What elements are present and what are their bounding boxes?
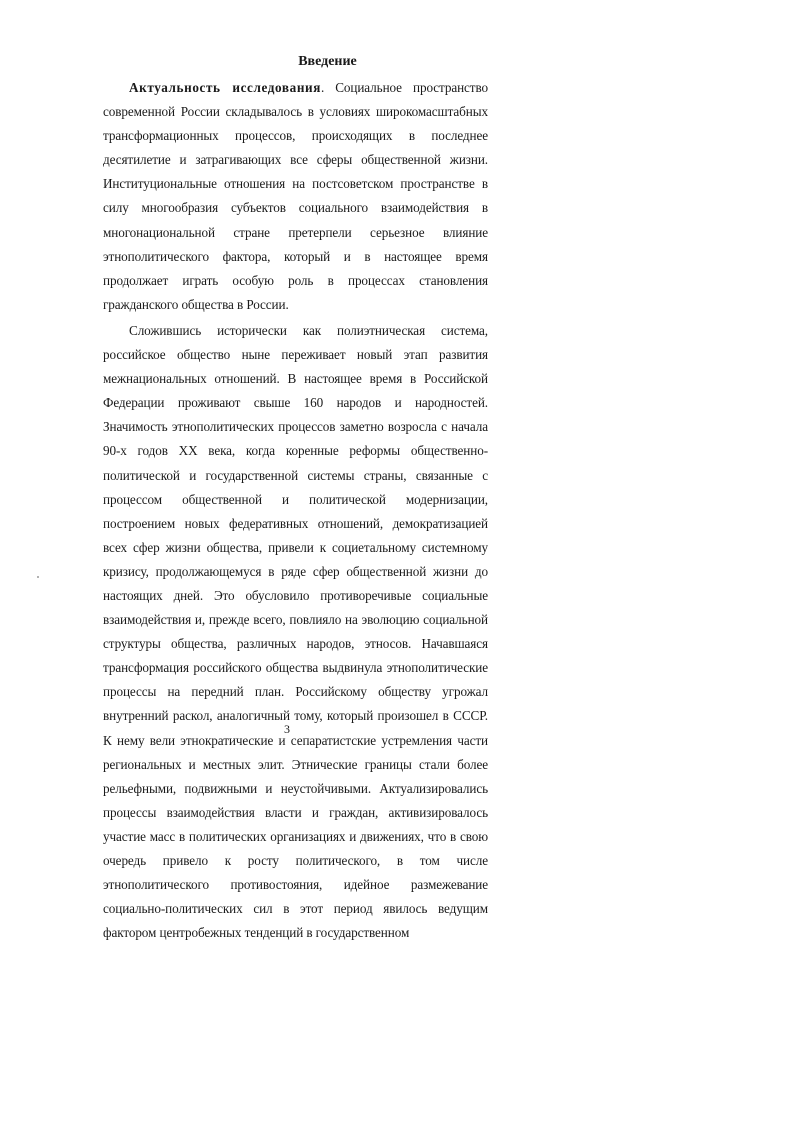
paragraph-text: Сложившись исторически как полиэтническая система, российское общество ныне переживает новый этап развития межнациональных отношений. В настоящее время в Российской Федерации проживают свыше 160 народов и народностей. Значимость этнополитических процессов заметно возросла с начала 90-х годов XX века, когда коренные реформы общественно-политической и государственной системы страны, связанные с процессом общественной и политической модернизации, построением новых федеративных отношений, демократизацией всех сфер жизни общества, привели к социетальному системному кризису, продолжающемуся в ряде сфер общественной жизни до настоящих дней. Это обусловило противоречивые социальные взаимодействия и, прежде всего, повлияло на эволюцию социальной структуры общества, различных народов, этносов. Начавшаяся трансформация российского общества выдвинула этнополитические процессы на передний план. Российскому обществу угрожал внутренний раскол, аналогичный тому, который произошел в СССР. К нему вели этнократические и сепаратистские устремления части региональных и местных элит. Этнические границы стали более рельефными, подвижными и неустойчивыми. Актуализировались процессы взаимодействия власти и граждан, активизировалось участие масс в политических организациях и движениях, что в свою очередь привело к росту политического, в том числе этнополитического противостояния, идейное размежевание социально-политических сил в этот период явилось ведущим фактором центробежных тенденций в государственном: [103, 322, 488, 941]
paragraph-lead: Актуальность исследования: [129, 80, 321, 95]
page-title: Введение: [298, 54, 357, 69]
paragraph-relevance: [103, 76, 488, 317]
paragraph-context: [103, 319, 488, 945]
scan-speck: [37, 576, 39, 578]
page-number: 3: [284, 722, 290, 736]
document-body: [103, 50, 488, 945]
paragraph-text: . Социальное пространство современной России складывалось в условиях широкомасштабных трансформационных процессов, происходящих в последнее десятилетие и затрагивающих все сферы общественной жизни. Институциональные отношения на постсоветском пространстве в силу многообразия субъектов социального взаимодействия в многонациональной стране претерпели серьезное влияние этнополитического фактора, который и в настоящее время продолжает играть особую роль в процессах становления гражданского общества в России.: [103, 80, 488, 312]
